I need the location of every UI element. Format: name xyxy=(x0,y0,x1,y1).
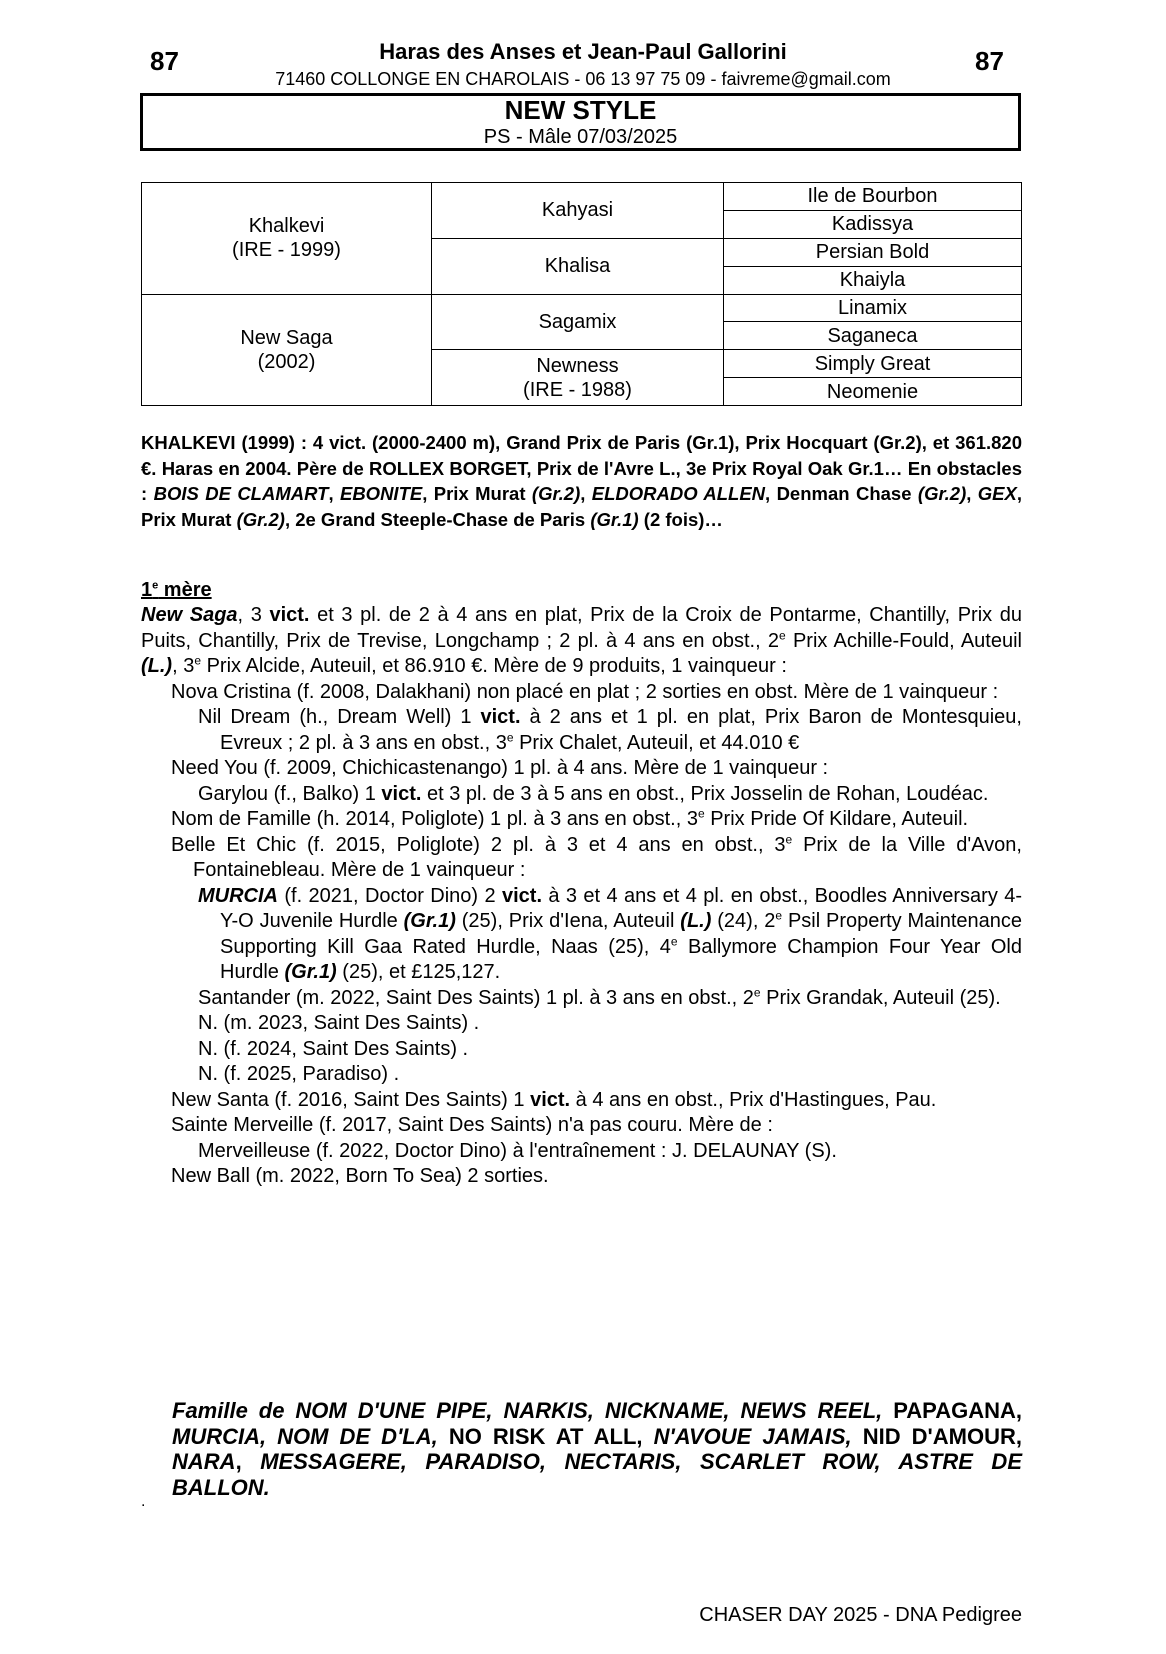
produce-entry xyxy=(171,807,1022,833)
record-text: Prix de la Ville d'Avon, Fontainebleau. Mère de 1 vainqueur : xyxy=(193,833,1022,881)
grade-ref: (Gr.2) xyxy=(236,508,285,530)
sire-text: , xyxy=(966,483,978,504)
record-text: Nil Dream (h., Dream Well) 1 xyxy=(198,706,481,728)
grade-ref: (Gr.1) xyxy=(403,910,456,932)
record-text: Belle Et Chic (f. 2015, Poliglote) 2 pl. à 3 et 4 ans en obst., 3 xyxy=(171,833,786,856)
produce-entry xyxy=(171,1113,1022,1139)
grade-ref: (Gr.2) xyxy=(917,483,967,504)
sire-text: , Denman Chase xyxy=(765,483,918,504)
sire-text: KHALKEVI (1999) : 4 vict. (2000-2400 m), Grand Prix de Paris (Gr.1), Prix Hocquart (Gr.2), et 361.820 €. Haras en 2004. Père de ROLLEX BORGET, Prix de l'Avre L., 3e Prix Royal Oak Gr.1… En obstacles : xyxy=(141,432,1022,504)
sup: e xyxy=(779,627,786,642)
record-text: Nom de Famille (h. 2014, Poliglote) 1 pl. à 3 ans en obst., 3 xyxy=(171,808,698,830)
sire-paragraph xyxy=(141,430,1022,532)
pedigree-ds-sire: Linamix xyxy=(724,294,1022,322)
family-text: Famille de NOM D'UNE PIPE, NARKIS, NICKNAME, NEWS REEL, xyxy=(172,1398,883,1423)
record-text: Ballymore Champion Four Year Old Hurdle xyxy=(220,935,1022,983)
grade-ref: (L.) xyxy=(141,655,173,677)
record-text: Nova Cristina (f. 2008, Dalakhani) non placé en plat ; 2 sorties en obst. Mère de 1 vainqueur : xyxy=(171,680,999,703)
record-text: (25), et £125,127. xyxy=(336,961,501,983)
pedigree-sd-dam: Khaiyla xyxy=(724,266,1022,294)
lot-number-left: 87 xyxy=(150,46,179,76)
dam-record xyxy=(141,603,1022,1190)
pedigree-sire-dam: Khalisa xyxy=(432,238,724,294)
produce-entry xyxy=(171,833,1022,884)
record-text: Prix Chalet, Auteuil, et 44.010 € xyxy=(513,731,800,754)
vict-label: vict. xyxy=(530,1088,571,1111)
family-text: , xyxy=(235,1449,261,1474)
produce-entry xyxy=(171,1164,1022,1190)
horse-ref: EBONITE xyxy=(339,483,423,504)
record-text: Santander (m. 2022, Saint Des Saints) 1 pl. à 3 ans en obst., 2 xyxy=(198,986,754,1009)
family-paragraph xyxy=(172,1398,1022,1500)
produce-entry xyxy=(198,884,1022,986)
family-text: NO RISK AT ALL xyxy=(437,1423,637,1449)
dam-dam-info: (IRE - 1988) xyxy=(523,378,632,401)
heading-sup: e xyxy=(152,579,159,592)
grade-ref: (Gr.1) xyxy=(284,961,337,983)
pedigree-sd-sire: Persian Bold xyxy=(724,238,1022,266)
produce-entry xyxy=(198,1011,1022,1037)
sire-name: Khalkevi xyxy=(248,215,325,238)
sire-text: , Prix Murat xyxy=(422,483,532,504)
pedigree-sire xyxy=(142,183,432,295)
sire-text: , xyxy=(580,483,592,504)
produce-entry xyxy=(171,756,1022,782)
horse-title-box xyxy=(140,93,1021,151)
seller-name: Haras des Anses et Jean-Paul Gallorini xyxy=(379,39,787,64)
family-text: MURCIA, NOM DE D'LA, xyxy=(172,1423,438,1449)
sup: e xyxy=(785,831,793,846)
horse-ref: MURCIA xyxy=(198,884,278,907)
stray-dot: . xyxy=(141,1493,146,1510)
record-text: (24), 2 xyxy=(711,910,776,932)
sup: e xyxy=(775,908,783,923)
family-text: N'AVOUE JAMAIS, xyxy=(653,1423,852,1449)
horse-ref: GEX xyxy=(977,483,1017,504)
family-text: MESSAGERE, PARADISO, NECTARIS, SCARLET ROW, ASTRE DE BALLON. xyxy=(172,1449,1022,1500)
record-text: , 3 xyxy=(237,604,270,626)
record-text: et 3 pl. de 3 à 5 ans en obst., Prix Josselin de Rohan, Loudéac. xyxy=(421,782,989,805)
seller-address: 71460 COLLONGE EN CHAROLAIS - 06 13 97 75 09 - faivreme@gmail.com xyxy=(275,69,891,89)
record-text: à 4 ans en obst., Prix d'Hastingues, Pau. xyxy=(570,1088,937,1111)
record-text: , 3 xyxy=(172,655,195,677)
vict-label: vict. xyxy=(381,782,422,805)
record-text: N. (f. 2025, Paradiso) . xyxy=(198,1063,400,1085)
vict-label: vict. xyxy=(269,604,310,626)
record-text: à 3 et 4 ans et 4 pl. en obst., Boodles Anniversary 4-Y-O Juvenile Hurdle xyxy=(220,884,1023,932)
produce-entry xyxy=(171,1088,1022,1114)
produce-entry xyxy=(198,705,1022,756)
record-text: (25), Prix d'Iena, Auteuil xyxy=(455,910,681,932)
vict-label: vict. xyxy=(501,884,543,907)
dam-heading xyxy=(141,579,212,602)
pedigree-ds-dam: Saganeca xyxy=(724,322,1022,350)
record-text: à 2 ans et 1 pl. en plat, Prix Baron de Montesquieu, Evreux ; 2 pl. à 3 ans en obst., 3 xyxy=(220,706,1022,754)
record-text: Sainte Merveille (f. 2017, Saint Des Saints) n'a pas couru. Mère de : xyxy=(171,1114,773,1136)
sup: e xyxy=(194,653,202,668)
pedigree-dd-dam: Neomenie xyxy=(724,378,1022,406)
produce-entry xyxy=(198,986,1022,1012)
sire-info: (IRE - 1999) xyxy=(232,239,341,262)
sire-text: (2 fois)… xyxy=(638,508,723,530)
pedigree-sire-sire: Kahyasi xyxy=(432,183,724,239)
produce-entry xyxy=(198,1062,1022,1088)
produce-entry xyxy=(198,1037,1022,1063)
family-text: , xyxy=(1015,1398,1022,1423)
sire-text: , 2e Grand Steeple-Chase de Paris xyxy=(284,508,591,530)
heading-text: mère xyxy=(158,579,212,601)
produce-entry xyxy=(198,1139,1022,1165)
lot-number-right: 87 xyxy=(975,46,1004,76)
pedigree-ss-sire: Ile de Bourbon xyxy=(724,183,1022,211)
record-text: Garylou (f., Balko) 1 xyxy=(198,782,382,805)
dam-info: (2002) xyxy=(257,350,316,373)
record-text: Need You (f. 2009, Chichicastenango) 1 pl. à 4 ans. Mère de 1 vainqueur : xyxy=(171,757,829,779)
pedigree-dd-sire: Simply Great xyxy=(724,350,1022,378)
pedigree-ss-dam: Kadissya xyxy=(724,210,1022,238)
record-text: N. (m. 2023, Saint Des Saints) . xyxy=(198,1012,480,1034)
sire-text: , Prix Murat xyxy=(141,483,1022,530)
record-text: Prix Achille-Fould, Auteuil xyxy=(785,629,1022,652)
family-text: NARA xyxy=(172,1449,236,1474)
record-text: et 3 pl. de 2 à 4 ans en plat, Prix de la Croix de Pontarme, Chantilly, Prix du Puits, Chantilly, Prix de Trevise, Longchamp ; 2 pl. à 4 ans en obst., 2 xyxy=(141,604,1022,652)
record-text: Prix Grandak, Auteuil (25). xyxy=(760,986,1001,1009)
family-text: PAPAGANA xyxy=(893,1398,1016,1423)
sup: e xyxy=(506,729,514,744)
horse-ref: BOIS DE CLAMART xyxy=(153,483,329,504)
pedigree-table xyxy=(141,182,1022,406)
record-text: Prix Alcide, Auteuil, et 86.910 €. Mère de 9 produits, 1 vainqueur : xyxy=(201,655,787,677)
record-text: New Santa (f. 2016, Saint Des Saints) 1 xyxy=(171,1088,531,1111)
grade-ref: (L.) xyxy=(680,910,712,932)
horse-ref: ELDORADO ALLEN xyxy=(591,483,766,504)
pedigree-dam xyxy=(142,294,432,406)
horse-details: PS - Mâle 07/03/2025 xyxy=(483,126,678,148)
sup: e xyxy=(753,984,761,999)
sire-text: , xyxy=(328,483,340,504)
record-text: New Ball (m. 2022, Born To Sea) 2 sorties. xyxy=(171,1165,549,1187)
family-text: NID D'AMOUR, xyxy=(851,1423,1022,1449)
record-text: Merveilleuse (f. 2022, Doctor Dino) à l'entraînement : J. DELAUNAY (S). xyxy=(198,1139,837,1162)
produce-entry xyxy=(198,782,1022,808)
dam-name: New Saga xyxy=(240,326,333,349)
pedigree-dam-dam xyxy=(432,350,724,406)
footer: CHASER DAY 2025 - DNA Pedigree xyxy=(699,1604,1022,1626)
record-text: Psil Property Maintenance Supporting Kill Gaa Rated Hurdle, Naas (25), 4 xyxy=(220,910,1023,958)
record-text: (f. 2021, Doctor Dino) 2 xyxy=(278,884,502,907)
dam-name-ref: New Saga xyxy=(141,604,238,626)
dam-dam-name: Newness xyxy=(536,354,619,377)
pedigree-dam-sire: Sagamix xyxy=(432,294,724,350)
sup: e xyxy=(697,806,705,821)
vict-label: vict. xyxy=(480,706,521,728)
produce-entry xyxy=(171,680,1022,706)
record-text: N. (f. 2024, Saint Des Saints) . xyxy=(198,1037,469,1060)
sup: e xyxy=(670,933,678,948)
grade-ref: (Gr.2) xyxy=(531,483,581,504)
record-text: Prix Pride Of Kildare, Auteuil. xyxy=(704,808,969,830)
heading-number: 1 xyxy=(141,579,153,601)
horse-name: NEW STYLE xyxy=(504,95,657,125)
new-saga-entry xyxy=(141,603,1022,680)
grade-ref: (Gr.1) xyxy=(590,508,639,530)
family-text: , xyxy=(636,1423,643,1449)
